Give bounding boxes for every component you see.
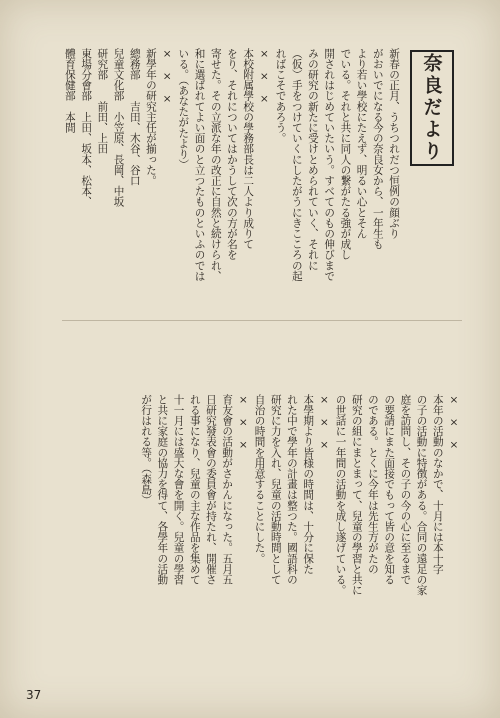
bottom-body-text xyxy=(62,394,462,642)
text-column: より若い學校にたえず、明るい心とそん xyxy=(355,48,368,239)
text-column: 新春の正月、うちつれだつ恒例の顔ぶり xyxy=(388,48,400,239)
text-column: 體育保健部 本間 xyxy=(63,48,76,133)
text-column: × × × xyxy=(318,394,331,452)
text-column: 開されはじめていたいう。すべてのもの伸びまで xyxy=(323,48,336,282)
text-column: 研究に力を入れ、兒童の活動時間として xyxy=(269,394,282,585)
text-column: （仮）手をつけていくにしたがうにきこころの起 xyxy=(290,48,303,282)
text-column: ればこそであろう。 xyxy=(274,48,287,144)
text-column: でいる。それと共に同人の繋がたる強が成し xyxy=(339,48,352,260)
text-column: 研究の組にまとまって、兒童の學習と共に xyxy=(350,394,363,596)
text-column: のである。とくに今年は先生方がたの xyxy=(366,394,379,575)
text-column: の要請にまた面接でもって皆の意を知る xyxy=(383,394,396,585)
text-column: いる。（あなたがたより） xyxy=(177,48,190,170)
text-column: 本學期より皆様の時間は、十分に保た xyxy=(302,394,315,575)
text-column: 和に選ばれてよい面のと立つたものといふのでは xyxy=(193,48,206,282)
text-column: れた中で學年の計畫は整つた。國語科の xyxy=(285,394,298,585)
text-column: をり、それについてはかうして次の方が名を xyxy=(225,48,238,260)
top-body-text xyxy=(62,48,402,301)
text-column: 本校附属學校の學務部長は二人より成りて xyxy=(242,48,255,250)
text-column: と共に家庭の協力を得て、各學年の活動 xyxy=(156,394,169,585)
text-column: の世話に一年間の活動を成し遂げている。 xyxy=(334,394,347,596)
text-column: 東場分會部 上田、坂本、松本、 xyxy=(80,48,93,207)
text-column: 兒童文化部 小笠原、長岡、中坂 xyxy=(112,48,125,207)
text-column: 庭を訪問し、その子の今の心に至るまで xyxy=(399,394,412,585)
text-column: 研究部 前田、上田 xyxy=(96,48,109,154)
section-title: 奈良だより xyxy=(410,50,454,166)
row-divider xyxy=(62,320,462,321)
text-column: × × × xyxy=(448,394,460,452)
text-column: × × × xyxy=(258,48,271,106)
text-column: 寄せた。その立派な年の改正に自然と続けられ、 xyxy=(209,48,222,282)
text-column: 本年の活動のなかで、十月には本十字 xyxy=(431,394,444,575)
text-column: 日研究發表會の委員會が持たれ、開催さ xyxy=(204,394,217,585)
text-column: × × × xyxy=(161,48,174,106)
text-column: 新學年の研究主任が揃った。 xyxy=(144,48,157,186)
text-column: の子の活動に特徴がある。合同の遠足の家 xyxy=(415,394,428,596)
text-column: 自治の時間を用意することにした。 xyxy=(253,394,266,564)
text-column: 育友會の活動がさかんになった。五月五 xyxy=(221,394,234,585)
text-column: × × × xyxy=(237,394,250,452)
text-column: 十一月には盛大な會を開く。兒童の學習 xyxy=(172,394,185,585)
text-column: 總務部 吉田、木谷、谷口 xyxy=(128,48,141,186)
text-column: みの研究の新たに受けとめられていく、それに xyxy=(306,48,319,271)
text-column: れる事になり、兒童の主な作品を集めて xyxy=(188,394,201,585)
text-column: が行はれる等。（森島） xyxy=(140,394,153,506)
text-column: がおいでになる今の奈良女から、一年生も xyxy=(371,48,384,250)
page-number: 37 xyxy=(26,688,42,702)
